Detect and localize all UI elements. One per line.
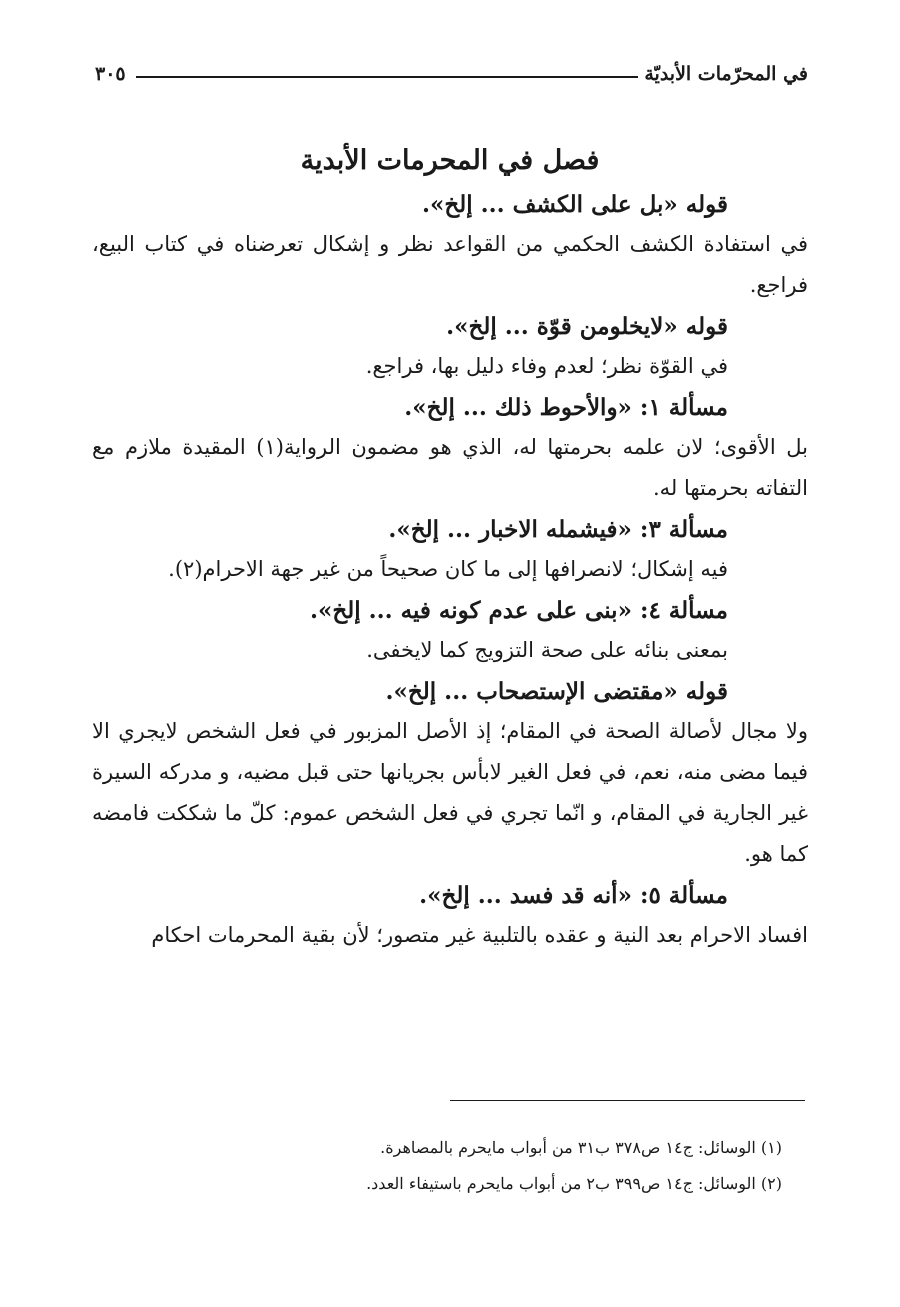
block-text-3: بل الأقوى؛ لان علمه بحرمتها له، الذي هو مضمون الرواية(١) المقيدة ملازم مع التفاته بحرمتها له. bbox=[92, 435, 808, 500]
body-text bbox=[92, 140, 808, 958]
block-text-4: فيه إشكال؛ لانصرافها إلى ما كان صحيحاً من غير جهة الاحرام(٢). bbox=[168, 557, 728, 581]
block-heading-1: قوله «بل على الكشف ... إلخ». bbox=[421, 191, 728, 218]
footnotes bbox=[92, 1130, 782, 1202]
running-header bbox=[95, 58, 808, 90]
block-text-1: في استفادة الكشف الحكمي من القواعد نظر و إشكال تعرضناه في كتاب البيع، فراجع. bbox=[92, 232, 808, 297]
footnote-1: (١) الوسائل: ج١٤ ص٣٧٨ ب٣١ من أبواب مايحرم بالمصاهرة. bbox=[380, 1138, 782, 1157]
block-heading-2: قوله «لايخلومن قوّة ... إلخ». bbox=[446, 313, 728, 340]
block-text-7: افساد الاحرام بعد النية و عقده بالتلبية غير متصور؛ لأن بقية المحرمات احكام bbox=[151, 923, 808, 947]
page-number: ٣٠٥ bbox=[95, 63, 126, 85]
block-text-6: ولا مجال لأصالة الصحة في المقام؛ إذ الأصل المزبور في فعل الشخص لايجري الا فيما مضى منه، نعم، في فعل الغير لابأس بجريانها حتى قبل مضيه، و مدركه السيرة غير الجارية في المقام، و انّما تجري في فعل الشخص عموم: كلّ ما شككت فامضه كما هو. bbox=[92, 719, 808, 866]
block-heading-3: مسألة ١: «والأحوط ذلك ... إلخ». bbox=[404, 394, 728, 421]
block-heading-5: مسألة ٤: «بنى على عدم كونه فيه ... إلخ». bbox=[309, 597, 728, 624]
section-title: فصل في المحرمات الأبدية bbox=[300, 145, 600, 176]
block-heading-6: قوله «مقتضى الإستصحاب ... إلخ». bbox=[385, 678, 728, 705]
footnote-rule bbox=[450, 1100, 805, 1101]
block-text-2: في القوّة نظر؛ لعدم وفاء دليل بها، فراجع. bbox=[365, 354, 728, 378]
footnote-2: (٢) الوسائل: ج١٤ ص٣٩٩ ب٢ من أبواب مايحرم باستيفاء العدد. bbox=[366, 1174, 782, 1193]
running-header-title: في المحرّمات الأبديّة bbox=[644, 63, 808, 85]
block-text-5: بمعنى بنائه على صحة التزويج كما لايخفى. bbox=[366, 638, 728, 662]
block-heading-7: مسألة ٥: «أنه قد فسد ... إلخ». bbox=[419, 882, 728, 909]
header-rule bbox=[136, 76, 639, 78]
block-heading-4: مسألة ٣: «فيشمله الاخبار ... إلخ». bbox=[388, 516, 728, 543]
